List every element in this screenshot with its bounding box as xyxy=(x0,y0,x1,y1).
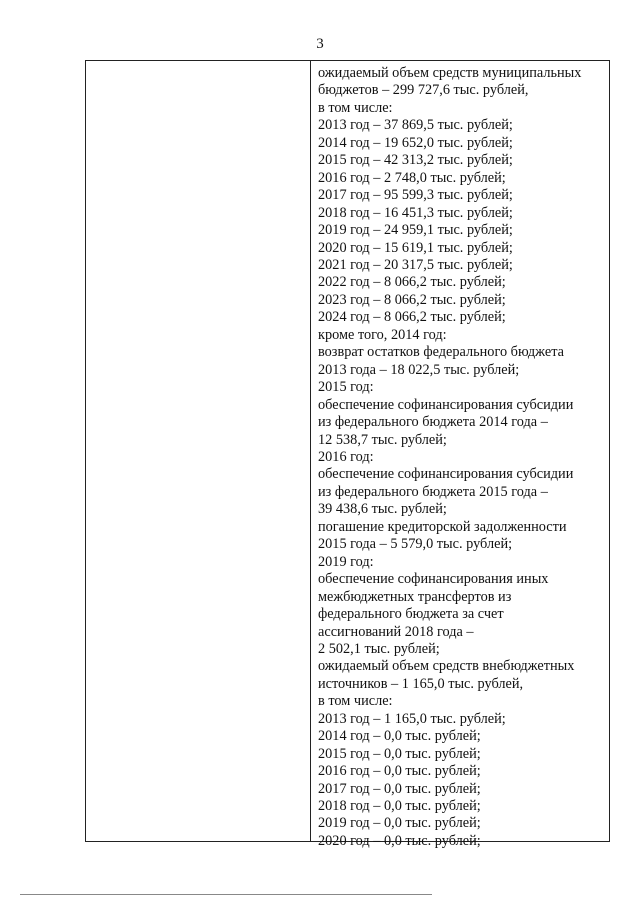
text-line: 2016 год: xyxy=(318,448,374,465)
text-line: в том числе: xyxy=(318,693,393,710)
text-line: 2018 год – 16 451,3 тыс. рублей; xyxy=(318,204,513,221)
text-line: 2017 год – 95 599,3 тыс. рублей; xyxy=(318,187,513,204)
text-line: 2022 год – 8 066,2 тыс. рублей; xyxy=(318,274,506,291)
text-line: 2 502,1 тыс. рублей; xyxy=(318,640,440,657)
text-line: межбюджетных трансфертов из xyxy=(318,588,512,605)
text-line: погашение кредиторской задолженности xyxy=(318,518,567,535)
text-line: обеспечение софинансирования субсидии xyxy=(318,466,574,483)
text-line: 2015 год – 42 313,2 тыс. рублей; xyxy=(318,152,513,169)
text-line: возврат остатков федерального бюджета xyxy=(318,344,564,361)
text-line: 2023 год – 8 066,2 тыс. рублей; xyxy=(318,291,506,308)
text-line: 2019 год – 0,0 тыс. рублей; xyxy=(318,815,481,832)
text-line: 2013 года – 18 022,5 тыс. рублей; xyxy=(318,361,520,378)
text-line: 2019 год: xyxy=(318,553,374,570)
text-line: 2021 год – 20 317,5 тыс. рублей; xyxy=(318,256,513,273)
text-line: 2020 год – 0,0 тыс. рублей; xyxy=(318,832,481,849)
text-line: 2016 год – 2 748,0 тыс. рублей; xyxy=(318,169,506,186)
text-line: из федерального бюджета 2014 года – xyxy=(318,414,548,431)
text-line: 39 438,6 тыс. рублей; xyxy=(318,501,447,518)
column-divider xyxy=(310,61,311,841)
text-line: 2018 год – 0,0 тыс. рублей; xyxy=(318,798,481,815)
text-line: источников – 1 165,0 тыс. рублей, xyxy=(318,675,524,692)
text-line: 2016 год – 0,0 тыс. рублей; xyxy=(318,763,481,780)
text-line: 2024 год – 8 066,2 тыс. рублей; xyxy=(318,309,506,326)
text-line: из федерального бюджета 2015 года – xyxy=(318,483,548,500)
text-line: 2014 год – 0,0 тыс. рублей; xyxy=(318,728,481,745)
funding-table xyxy=(85,60,610,849)
text-line: 2017 год – 0,0 тыс. рублей; xyxy=(318,780,481,797)
footer-divider xyxy=(20,894,432,895)
text-line: 2015 года – 5 579,0 тыс. рублей; xyxy=(318,536,513,553)
text-line: 2015 год: xyxy=(318,379,374,396)
text-line: обеспечение софинансирования субсидии xyxy=(318,396,574,413)
page-number: 3 xyxy=(316,36,324,52)
text-line: ожидаемый объем средств внебюджетных xyxy=(318,658,575,675)
text-line: в том числе: xyxy=(318,99,393,116)
text-line: федерального бюджета за счет xyxy=(318,606,504,623)
text-line: бюджетов – 299 727,6 тыс. рублей, xyxy=(318,82,529,99)
table-left-cell xyxy=(86,61,310,841)
text-line: ожидаемый объем средств муниципальных xyxy=(318,65,582,81)
text-line: обеспечение софинансирования иных xyxy=(318,571,549,588)
text-line: 2020 год – 15 619,1 тыс. рублей; xyxy=(318,239,513,256)
text-line: 2014 год – 19 652,0 тыс. рублей; xyxy=(318,134,513,151)
text-line: 2013 год – 37 869,5 тыс. рублей; xyxy=(318,117,513,134)
text-line: 2019 год – 24 959,1 тыс. рублей; xyxy=(318,222,513,239)
text-line: 2013 год – 1 165,0 тыс. рублей; xyxy=(318,710,506,727)
text-line: ассигнований 2018 года – xyxy=(318,623,474,640)
text-line: кроме того, 2014 год: xyxy=(318,326,447,343)
text-line: 2015 год – 0,0 тыс. рублей; xyxy=(318,745,481,762)
table-right-cell xyxy=(318,65,608,850)
text-line: 12 538,7 тыс. рублей; xyxy=(318,431,447,448)
